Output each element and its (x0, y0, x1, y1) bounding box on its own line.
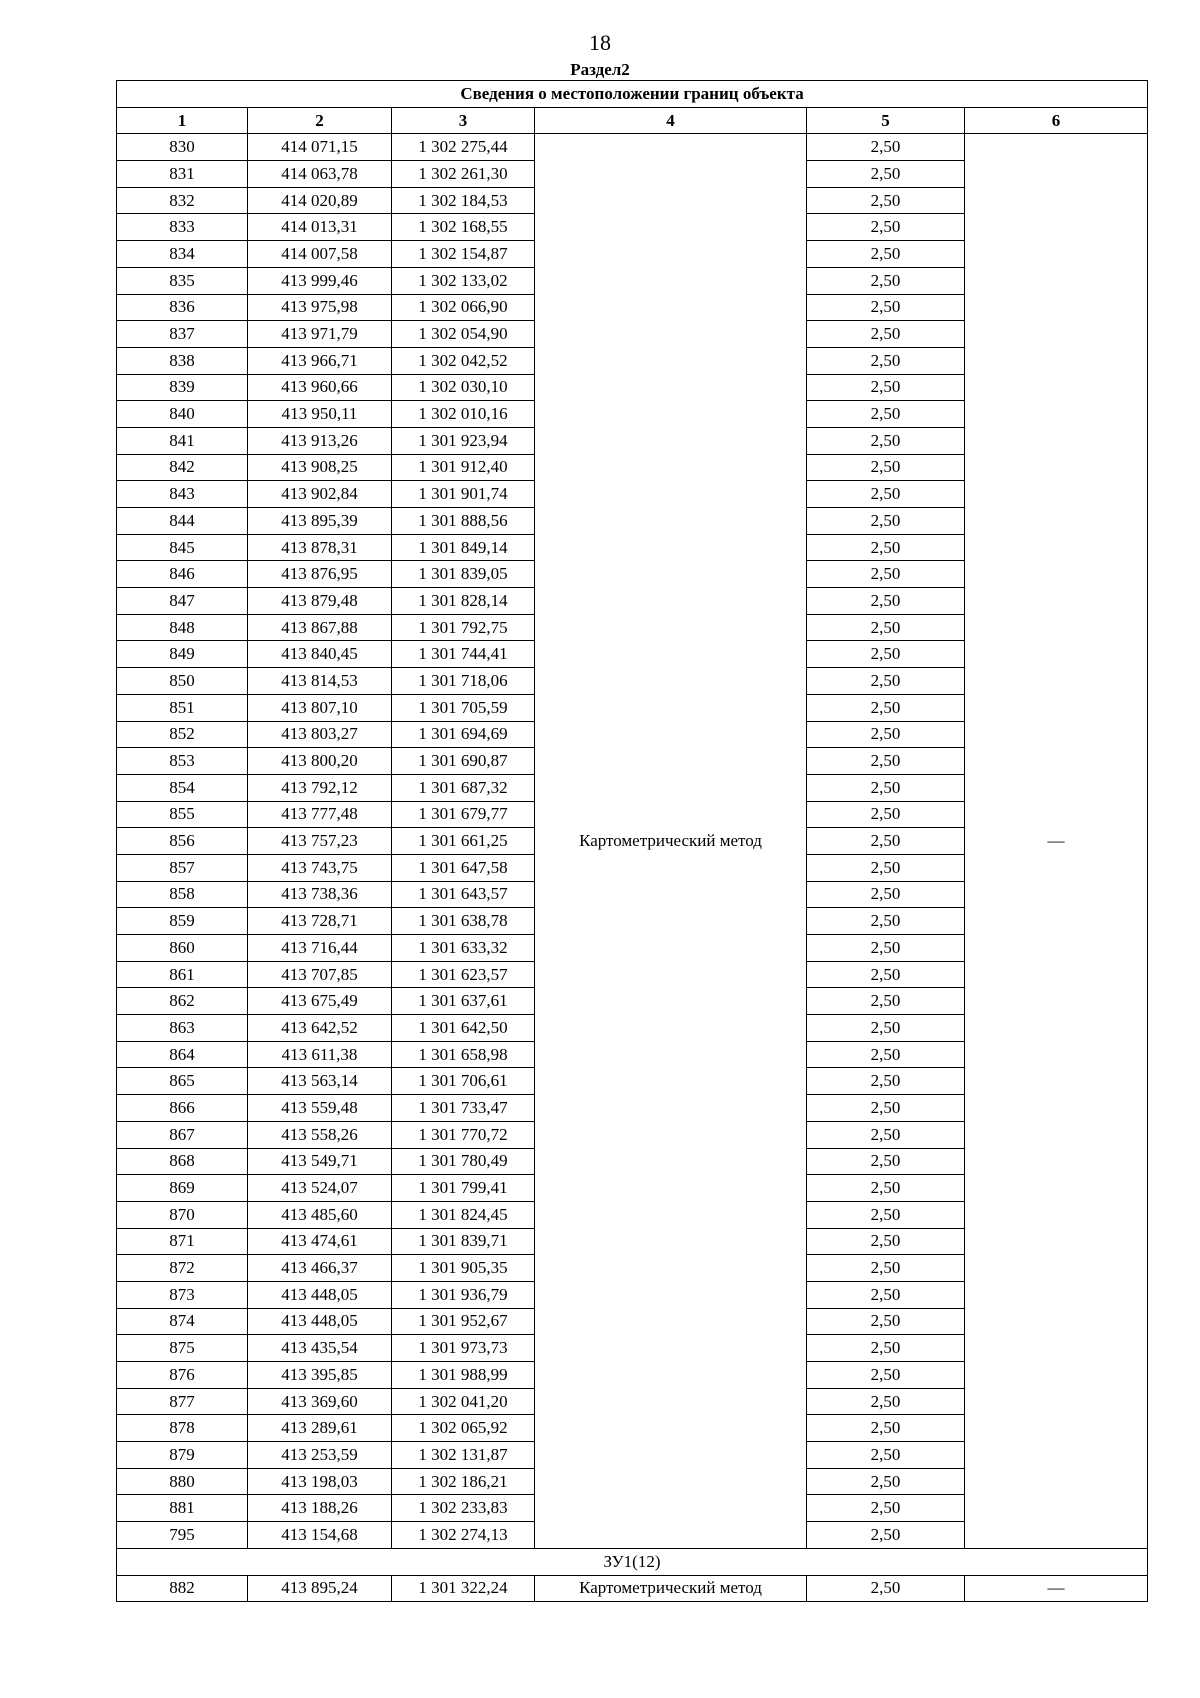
accuracy-value: 2,50 (807, 1228, 965, 1255)
point-number: 860 (117, 935, 248, 962)
coordinate-y: 1 301 661,25 (392, 828, 535, 855)
column-header-2: 2 (248, 107, 392, 134)
coordinate-y: 1 301 824,45 (392, 1201, 535, 1228)
group-label: ЗУ1(12) (117, 1548, 1148, 1575)
accuracy-value: 2,50 (807, 321, 965, 348)
coordinate-x: 413 466,37 (248, 1255, 392, 1282)
point-number: 873 (117, 1281, 248, 1308)
accuracy-value: 2,50 (807, 1442, 965, 1469)
coordinate-y: 1 302 042,52 (392, 347, 535, 374)
point-number: 866 (117, 1095, 248, 1122)
point-number: 837 (117, 321, 248, 348)
page-number: 18 (589, 30, 611, 55)
column-header-6: 6 (965, 107, 1148, 134)
point-number: 830 (117, 134, 248, 161)
coordinate-x: 413 675,49 (248, 988, 392, 1015)
coordinate-y: 1 301 694,69 (392, 721, 535, 748)
coordinate-y: 1 301 638,78 (392, 908, 535, 935)
coordinate-y: 1 302 274,13 (392, 1522, 535, 1549)
coordinate-y: 1 302 030,10 (392, 374, 535, 401)
accuracy-value: 2,50 (807, 187, 965, 214)
accuracy-value: 2,50 (807, 294, 965, 321)
coordinate-y: 1 301 888,56 (392, 508, 535, 535)
point-number: 862 (117, 988, 248, 1015)
coordinate-x: 413 524,07 (248, 1175, 392, 1202)
point-number: 831 (117, 161, 248, 188)
coordinate-y: 1 301 973,73 (392, 1335, 535, 1362)
coordinate-y: 1 301 988,99 (392, 1362, 535, 1389)
coordinate-y: 1 302 233,83 (392, 1495, 535, 1522)
coordinate-y: 1 301 633,32 (392, 935, 535, 962)
accuracy-value: 2,50 (807, 1415, 965, 1442)
coordinate-y: 1 301 770,72 (392, 1121, 535, 1148)
point-number: 852 (117, 721, 248, 748)
point-number: 877 (117, 1388, 248, 1415)
coordinate-x: 413 966,71 (248, 347, 392, 374)
coordinate-x: 414 071,15 (248, 134, 392, 161)
accuracy-value: 2,50 (807, 401, 965, 428)
point-number: 881 (117, 1495, 248, 1522)
accuracy-value: 2,50 (807, 668, 965, 695)
point-number: 849 (117, 641, 248, 668)
coordinate-y: 1 301 642,50 (392, 1015, 535, 1042)
coordinate-x: 413 198,03 (248, 1468, 392, 1495)
coordinate-y: 1 301 923,94 (392, 427, 535, 454)
coordinate-x: 413 878,31 (248, 534, 392, 561)
coordinate-x: 413 895,24 (248, 1575, 392, 1602)
coordinate-x: 413 814,53 (248, 668, 392, 695)
accuracy-value: 2,50 (807, 1255, 965, 1282)
coordinate-y: 1 301 799,41 (392, 1175, 535, 1202)
accuracy-value: 2,50 (807, 1335, 965, 1362)
table-caption: Сведения о местоположении границ объекта (117, 81, 1148, 108)
accuracy-value: 2,50 (807, 161, 965, 188)
coordinate-x: 413 395,85 (248, 1362, 392, 1389)
coordinate-x: 413 867,88 (248, 614, 392, 641)
point-number: 833 (117, 214, 248, 241)
coordinate-x: 413 777,48 (248, 801, 392, 828)
coordinate-y: 1 301 322,24 (392, 1575, 535, 1602)
coordinate-y: 1 301 647,58 (392, 854, 535, 881)
dash-cell: — (965, 134, 1148, 1548)
coordinate-y: 1 302 133,02 (392, 267, 535, 294)
coordinate-x: 414 063,78 (248, 161, 392, 188)
point-number: 846 (117, 561, 248, 588)
coordinate-y: 1 301 901,74 (392, 481, 535, 508)
point-number: 878 (117, 1415, 248, 1442)
coordinate-x: 413 474,61 (248, 1228, 392, 1255)
coordinate-y: 1 301 839,71 (392, 1228, 535, 1255)
accuracy-value: 2,50 (807, 1308, 965, 1335)
table-caption-row (117, 81, 1148, 108)
point-number: 880 (117, 1468, 248, 1495)
point-number: 838 (117, 347, 248, 374)
point-number: 869 (117, 1175, 248, 1202)
coordinate-y: 1 301 792,75 (392, 614, 535, 641)
accuracy-value: 2,50 (807, 347, 965, 374)
point-number: 845 (117, 534, 248, 561)
point-number: 868 (117, 1148, 248, 1175)
point-number: 856 (117, 828, 248, 855)
point-number: 865 (117, 1068, 248, 1095)
accuracy-value: 2,50 (807, 908, 965, 935)
method-cell: Картометрический метод (535, 134, 807, 1548)
group-2-body (117, 1548, 1148, 1601)
accuracy-value: 2,50 (807, 801, 965, 828)
coordinate-y: 1 301 839,05 (392, 561, 535, 588)
column-header-4: 4 (535, 107, 807, 134)
coordinate-x: 413 558,26 (248, 1121, 392, 1148)
point-number: 851 (117, 694, 248, 721)
coordinate-x: 413 840,45 (248, 641, 392, 668)
point-number: 840 (117, 401, 248, 428)
accuracy-value: 2,50 (807, 721, 965, 748)
coordinate-y: 1 302 131,87 (392, 1442, 535, 1469)
coordinate-x: 413 642,52 (248, 1015, 392, 1042)
coordinate-y: 1 301 733,47 (392, 1095, 535, 1122)
accuracy-value: 2,50 (807, 1468, 965, 1495)
accuracy-value: 2,50 (807, 1201, 965, 1228)
coordinate-x: 413 792,12 (248, 774, 392, 801)
table-body (117, 134, 1148, 1548)
coordinate-x: 413 902,84 (248, 481, 392, 508)
accuracy-value: 2,50 (807, 1121, 965, 1148)
coordinate-x: 413 563,14 (248, 1068, 392, 1095)
method-cell: Картометрический метод (535, 1575, 807, 1602)
coordinate-x: 413 485,60 (248, 1201, 392, 1228)
accuracy-value: 2,50 (807, 214, 965, 241)
coordinate-x: 413 707,85 (248, 961, 392, 988)
point-number: 859 (117, 908, 248, 935)
coordinate-y: 1 301 780,49 (392, 1148, 535, 1175)
point-number: 842 (117, 454, 248, 481)
accuracy-value: 2,50 (807, 1068, 965, 1095)
coordinate-y: 1 301 936,79 (392, 1281, 535, 1308)
accuracy-value: 2,50 (807, 1495, 965, 1522)
coordinate-y: 1 301 679,77 (392, 801, 535, 828)
coordinate-y: 1 301 905,35 (392, 1255, 535, 1282)
coordinate-x: 413 154,68 (248, 1522, 392, 1549)
accuracy-value: 2,50 (807, 881, 965, 908)
point-number: 864 (117, 1041, 248, 1068)
column-header-3: 3 (392, 107, 535, 134)
coordinate-x: 413 807,10 (248, 694, 392, 721)
header-row (117, 107, 1148, 134)
coordinate-y: 1 301 744,41 (392, 641, 535, 668)
coordinate-x: 413 559,48 (248, 1095, 392, 1122)
coordinate-x: 413 448,05 (248, 1308, 392, 1335)
coordinate-y: 1 302 066,90 (392, 294, 535, 321)
coordinate-y: 1 301 690,87 (392, 748, 535, 775)
point-number: 857 (117, 854, 248, 881)
accuracy-value: 2,50 (807, 241, 965, 268)
point-number: 863 (117, 1015, 248, 1042)
coordinate-y: 1 302 010,16 (392, 401, 535, 428)
point-number: 858 (117, 881, 248, 908)
coordinate-x: 413 728,71 (248, 908, 392, 935)
point-number: 874 (117, 1308, 248, 1335)
point-number: 879 (117, 1442, 248, 1469)
accuracy-value: 2,50 (807, 1522, 965, 1549)
coordinate-x: 413 289,61 (248, 1415, 392, 1442)
table-row (117, 1575, 1148, 1602)
coordinate-y: 1 301 637,61 (392, 988, 535, 1015)
coordinate-x: 413 975,98 (248, 294, 392, 321)
point-number: 872 (117, 1255, 248, 1282)
accuracy-value: 2,50 (807, 508, 965, 535)
accuracy-value: 2,50 (807, 561, 965, 588)
point-number: 855 (117, 801, 248, 828)
coordinate-y: 1 302 168,55 (392, 214, 535, 241)
accuracy-value: 2,50 (807, 427, 965, 454)
accuracy-value: 2,50 (807, 1281, 965, 1308)
accuracy-value: 2,50 (807, 1388, 965, 1415)
section-title: Раздел2 (570, 60, 630, 79)
coordinate-x: 413 960,66 (248, 374, 392, 401)
point-number: 870 (117, 1201, 248, 1228)
point-number: 861 (117, 961, 248, 988)
accuracy-value: 2,50 (807, 988, 965, 1015)
point-number: 841 (117, 427, 248, 454)
accuracy-value: 2,50 (807, 614, 965, 641)
coordinate-y: 1 301 687,32 (392, 774, 535, 801)
coordinate-x: 413 716,44 (248, 935, 392, 962)
point-number: 853 (117, 748, 248, 775)
coordinate-y: 1 302 154,87 (392, 241, 535, 268)
coordinate-y: 1 301 849,14 (392, 534, 535, 561)
accuracy-value: 2,50 (807, 1175, 965, 1202)
accuracy-value: 2,50 (807, 534, 965, 561)
coordinate-x: 413 738,36 (248, 881, 392, 908)
coordinate-y: 1 302 041,20 (392, 1388, 535, 1415)
point-number: 850 (117, 668, 248, 695)
coordinate-y: 1 301 643,57 (392, 881, 535, 908)
accuracy-value: 2,50 (807, 641, 965, 668)
accuracy-value: 2,50 (807, 267, 965, 294)
point-number: 882 (117, 1575, 248, 1602)
coordinate-y: 1 301 705,59 (392, 694, 535, 721)
accuracy-value: 2,50 (807, 1041, 965, 1068)
coordinate-x: 413 549,71 (248, 1148, 392, 1175)
accuracy-value: 2,50 (807, 828, 965, 855)
coordinate-x: 413 435,54 (248, 1335, 392, 1362)
group-label-row (117, 1548, 1148, 1575)
accuracy-value: 2,50 (807, 588, 965, 615)
coordinate-x: 413 800,20 (248, 748, 392, 775)
coordinate-y: 1 301 952,67 (392, 1308, 535, 1335)
point-number: 836 (117, 294, 248, 321)
accuracy-value: 2,50 (807, 694, 965, 721)
point-number: 795 (117, 1522, 248, 1549)
accuracy-value: 2,50 (807, 134, 965, 161)
coordinate-y: 1 301 912,40 (392, 454, 535, 481)
coordinate-x: 413 895,39 (248, 508, 392, 535)
point-number: 835 (117, 267, 248, 294)
point-number: 867 (117, 1121, 248, 1148)
coordinate-y: 1 301 828,14 (392, 588, 535, 615)
coordinate-x: 413 950,11 (248, 401, 392, 428)
coordinate-x: 413 448,05 (248, 1281, 392, 1308)
accuracy-value: 2,50 (807, 961, 965, 988)
coordinate-x: 413 876,95 (248, 561, 392, 588)
accuracy-value: 2,50 (807, 1015, 965, 1042)
point-number: 848 (117, 614, 248, 641)
coordinate-x: 414 013,31 (248, 214, 392, 241)
coordinate-y: 1 302 184,53 (392, 187, 535, 214)
accuracy-value: 2,50 (807, 774, 965, 801)
coordinate-y: 1 302 275,44 (392, 134, 535, 161)
point-number: 847 (117, 588, 248, 615)
coordinate-x: 413 757,23 (248, 828, 392, 855)
accuracy-value: 2,50 (807, 1575, 965, 1602)
coordinate-y: 1 301 658,98 (392, 1041, 535, 1068)
accuracy-value: 2,50 (807, 454, 965, 481)
point-number: 876 (117, 1362, 248, 1389)
coordinate-x: 413 999,46 (248, 267, 392, 294)
point-number: 843 (117, 481, 248, 508)
point-number: 834 (117, 241, 248, 268)
point-number: 871 (117, 1228, 248, 1255)
coordinate-x: 413 253,59 (248, 1442, 392, 1469)
coordinate-x: 413 611,38 (248, 1041, 392, 1068)
coordinate-y: 1 301 718,06 (392, 668, 535, 695)
coordinate-y: 1 301 623,57 (392, 961, 535, 988)
column-header-5: 5 (807, 107, 965, 134)
coordinate-x: 413 879,48 (248, 588, 392, 615)
coordinate-x: 413 803,27 (248, 721, 392, 748)
coordinate-x: 413 908,25 (248, 454, 392, 481)
accuracy-value: 2,50 (807, 374, 965, 401)
coordinates-table (116, 80, 1148, 1602)
coordinate-y: 1 302 065,92 (392, 1415, 535, 1442)
coordinate-x: 414 007,58 (248, 241, 392, 268)
point-number: 844 (117, 508, 248, 535)
coordinate-y: 1 302 054,90 (392, 321, 535, 348)
accuracy-value: 2,50 (807, 1148, 965, 1175)
coordinate-x: 413 971,79 (248, 321, 392, 348)
coordinate-x: 414 020,89 (248, 187, 392, 214)
accuracy-value: 2,50 (807, 1095, 965, 1122)
point-number: 854 (117, 774, 248, 801)
accuracy-value: 2,50 (807, 1362, 965, 1389)
accuracy-value: 2,50 (807, 481, 965, 508)
accuracy-value: 2,50 (807, 748, 965, 775)
point-number: 839 (117, 374, 248, 401)
point-number: 832 (117, 187, 248, 214)
coordinate-x: 413 369,60 (248, 1388, 392, 1415)
dash-cell: — (965, 1575, 1148, 1602)
coordinate-x: 413 743,75 (248, 854, 392, 881)
accuracy-value: 2,50 (807, 854, 965, 881)
coordinate-y: 1 302 186,21 (392, 1468, 535, 1495)
point-number: 875 (117, 1335, 248, 1362)
column-header-1: 1 (117, 107, 248, 134)
coordinate-x: 413 188,26 (248, 1495, 392, 1522)
coordinate-x: 413 913,26 (248, 427, 392, 454)
coordinate-y: 1 302 261,30 (392, 161, 535, 188)
accuracy-value: 2,50 (807, 935, 965, 962)
table-row (117, 134, 1148, 161)
coordinate-y: 1 301 706,61 (392, 1068, 535, 1095)
